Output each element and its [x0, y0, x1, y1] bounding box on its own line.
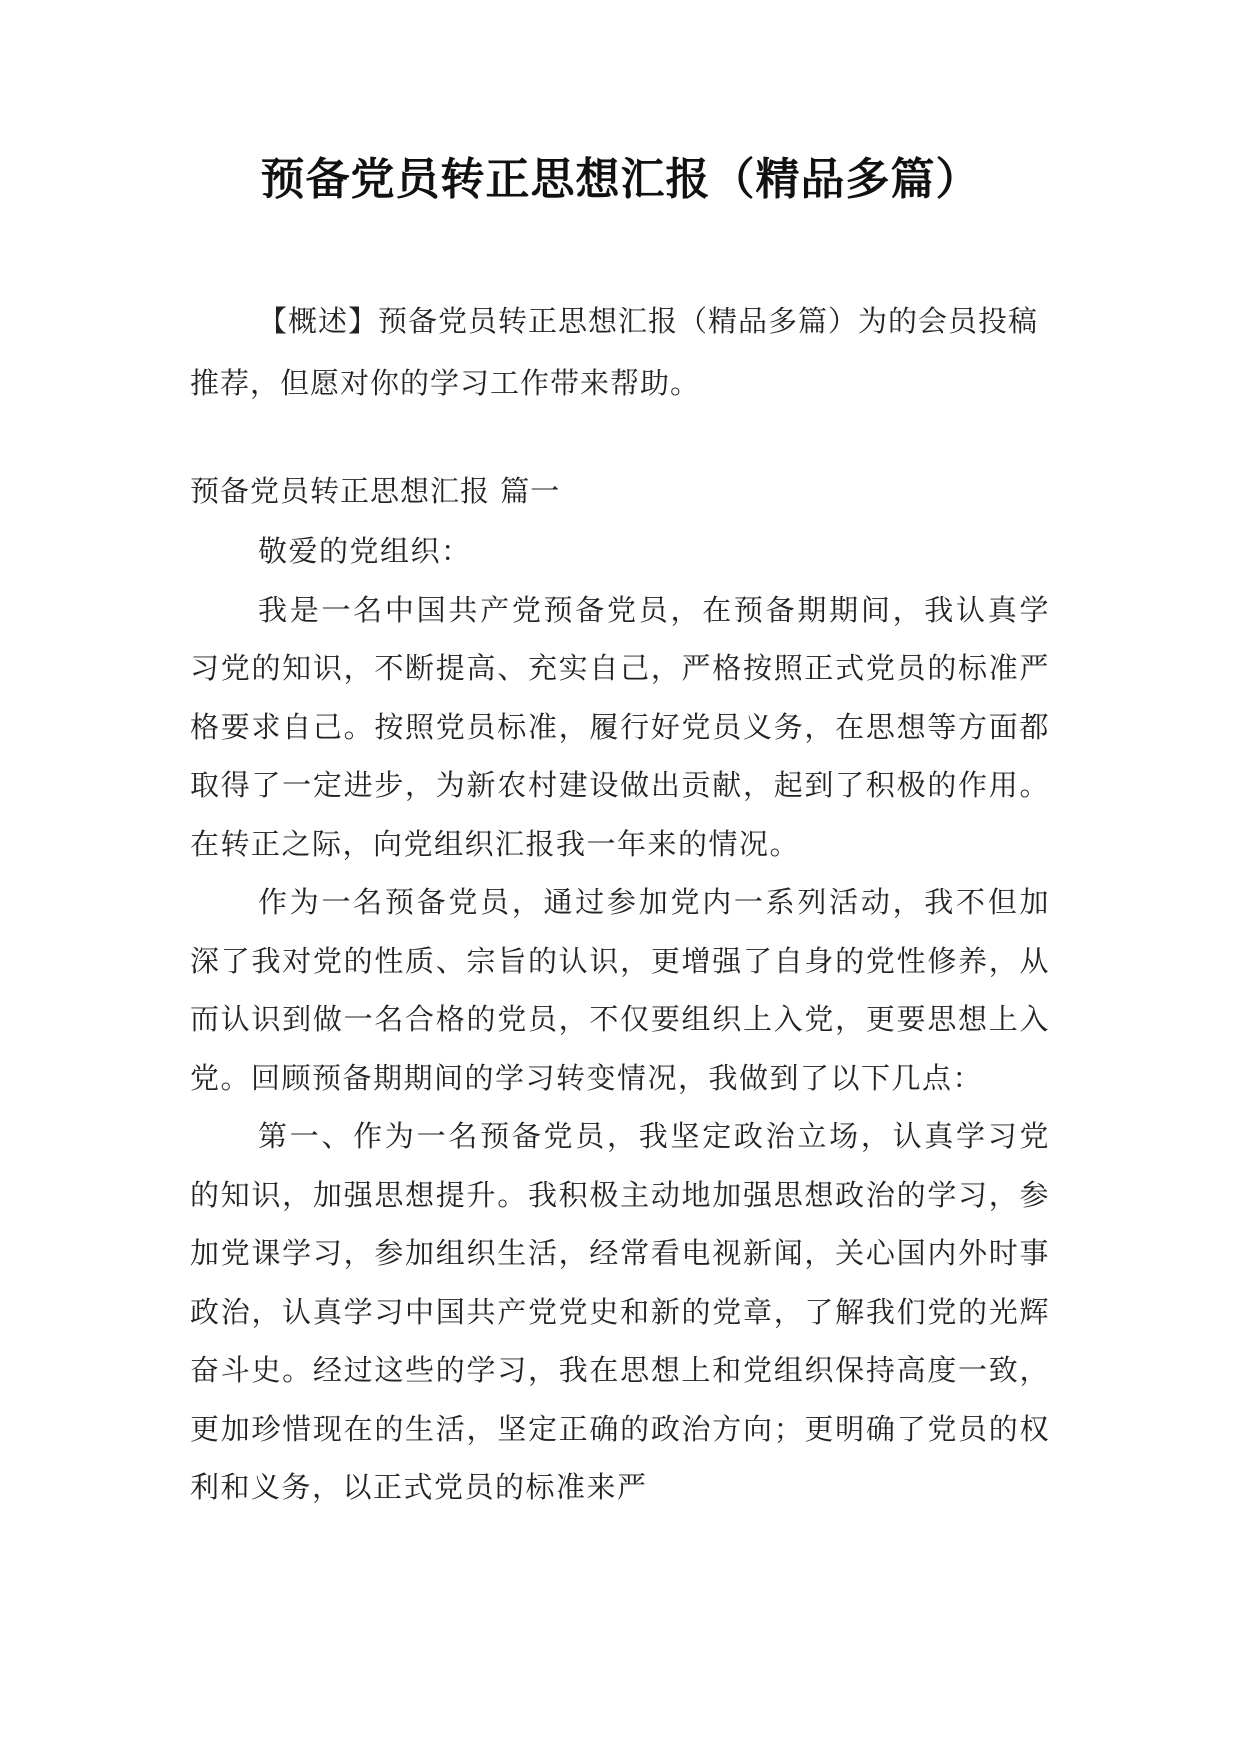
- paragraph: 第一、作为一名预备党员，我坚定政治立场，认真学习党的知识，加强思想提升。我积极主动地加强思想政治的学习，参加党课学习，参加组织生活，经常看电视新闻，关心国内外时事政治，认真学习中国共产党党史和新的党章，了解我们党的光辉奋斗史。经过这些的学习，我在思想上和党组织保持高度一致，更加珍惜现在的生活，坚定正确的政治方向；更明确了党员的权利和义务，以正式党员的标准来严: [190, 1119, 1050, 1504]
- letter-body: [190, 522, 1050, 1517]
- paragraph: 作为一名预备党员，通过参加党内一系列活动，我不但加深了我对党的性质、宗旨的认识，更增强了自身的党性修养，从而认识到做一名合格的党员，不仅要组织上入党，更要思想上入党。回顾预备期期间的学习转变情况，我做到了以下几点：: [190, 885, 1050, 1095]
- document-title: 预备党员转正思想汇报（精品多篇）: [260, 154, 981, 205]
- paragraph: 我是一名中国共产党预备党员，在预备期期间，我认真学习党的知识，不断提高、充实自己，严格按照正式党员的标准严格要求自己。按照党员标准，履行好党员义务，在思想等方面都取得了一定进步，为新农村建设做出贡献，起到了积极的作用。在转正之际，向党组织汇报我一年来的情况。: [190, 592, 1050, 861]
- section-heading: 预备党员转正思想汇报 篇一: [190, 474, 561, 508]
- summary-paragraph: 【概述】预备党员转正思想汇报（精品多篇）为的会员投稿推荐，但愿对你的学习工作带来帮助。: [190, 304, 1039, 400]
- salutation: 敬爱的党组织：: [258, 534, 472, 568]
